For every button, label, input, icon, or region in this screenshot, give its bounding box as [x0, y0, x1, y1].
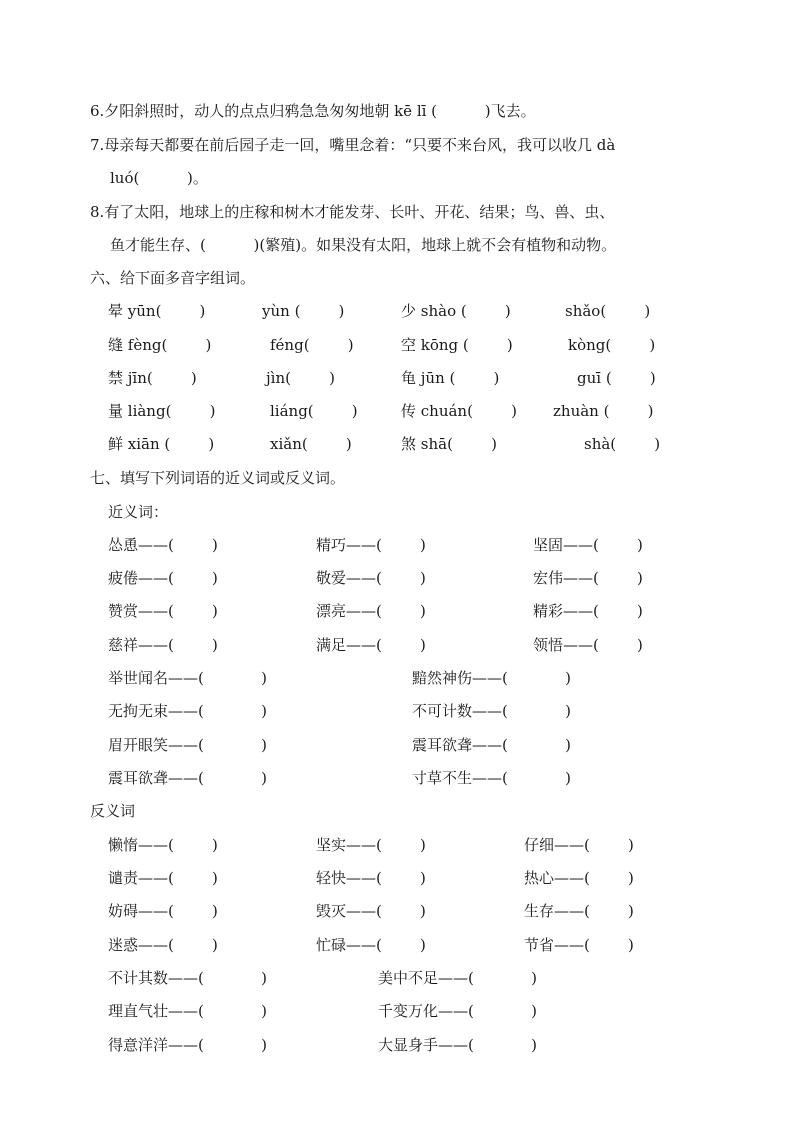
polyphone-entry: 缝 fèng( ) — [108, 336, 212, 354]
synonyms-label: 近义词： — [108, 503, 169, 521]
question-8-line-2: 鱼才能生存、( )(繁殖)。如果没有太阳，地球上就不会有植物和动物。 — [110, 236, 617, 254]
synonym-entry: 慈祥——( ) — [108, 636, 218, 654]
polyphone-entry: zhuàn ( ) — [553, 402, 654, 420]
synonym-entry: 精彩——( ) — [533, 602, 643, 620]
polyphone-entry: xiǎn( ) — [270, 435, 352, 453]
polyphone-entry: jìn( ) — [266, 369, 335, 387]
synonym-entry: 满足——( ) — [316, 636, 426, 654]
antonym-entry: 热心——( ) — [524, 869, 634, 887]
antonyms-label: 反义词 — [90, 802, 136, 820]
polyphone-entry: liáng( ) — [270, 402, 358, 420]
synonym-entry: 疲倦——( ) — [108, 569, 218, 587]
polyphone-entry: 禁 jīn( ) — [108, 369, 197, 387]
antonym-entry: 轻快——( ) — [316, 869, 426, 887]
antonym-idiom-entry: 美中不足——( ) — [378, 969, 537, 987]
question-7-line-2: luó( )。 — [110, 169, 208, 187]
antonym-idiom-entry: 理直气壮——( ) — [108, 1002, 267, 1020]
antonym-entry: 忙碌——( ) — [316, 936, 426, 954]
antonym-entry: 懒惰——( ) — [108, 836, 218, 854]
polyphone-entry: féng( ) — [270, 336, 354, 354]
polyphone-entry: 传 chuán( ) — [401, 402, 517, 420]
synonym-idiom-entry: 震耳欲聋——( ) — [108, 769, 267, 787]
polyphone-entry: kòng( ) — [568, 336, 656, 354]
synonym-idiom-entry: 不可计数——( ) — [412, 702, 571, 720]
polyphone-entry: shǎo( ) — [565, 302, 651, 320]
antonym-idiom-entry: 大显身手——( ) — [378, 1036, 537, 1054]
antonym-entry: 妨碍——( ) — [108, 902, 218, 920]
question-6: 6.夕阳斜照时，动人的点点归鸦急急匆匆地朝 kē lī ( )飞去。 — [90, 102, 536, 120]
antonym-idiom-entry: 千变万化——( ) — [378, 1002, 537, 1020]
synonym-idiom-entry: 眉开眼笑——( ) — [108, 736, 267, 754]
synonym-entry: 赞赏——( ) — [108, 602, 218, 620]
synonym-entry: 漂亮——( ) — [316, 602, 426, 620]
antonym-entry: 谴责——( ) — [108, 869, 218, 887]
antonym-idiom-entry: 不计其数——( ) — [108, 969, 267, 987]
polyphone-entry: shà( ) — [584, 435, 661, 453]
synonym-idiom-entry: 寸草不生——( ) — [412, 769, 571, 787]
synonym-idiom-entry: 举世闻名——( ) — [108, 669, 267, 687]
polyphone-entry: 少 shào ( ) — [401, 302, 511, 320]
polyphone-entry: guī ( ) — [577, 369, 656, 387]
question-7-line-1: 7.母亲每天都要在前后园子走一回，嘴里念着：“只要不来台风，我可以收几 dà — [90, 136, 616, 154]
polyphone-entry: 量 liàng( ) — [108, 402, 216, 420]
antonym-entry: 仔细——( ) — [524, 836, 634, 854]
question-8-line-1: 8.有了太阳，地球上的庄稼和树木才能发芽、长叶、开花、结果；鸟、兽、虫、 — [90, 203, 615, 221]
section-6-title: 六、给下面多音字组词。 — [90, 269, 256, 287]
polyphone-entry: 空 kōng ( ) — [401, 336, 513, 354]
antonym-entry: 迷惑——( ) — [108, 936, 218, 954]
section-7-title: 七、填写下列词语的近义词或反义词。 — [90, 469, 346, 487]
synonym-idiom-entry: 黯然神伤——( ) — [412, 669, 571, 687]
antonym-entry: 坚实——( ) — [316, 836, 426, 854]
synonym-idiom-entry: 震耳欲聋——( ) — [412, 736, 571, 754]
synonym-entry: 领悟——( ) — [533, 636, 643, 654]
synonym-idiom-entry: 无拘无束——( ) — [108, 702, 267, 720]
polyphone-entry: yùn ( ) — [262, 302, 345, 320]
synonym-entry: 坚固——( ) — [533, 536, 643, 554]
polyphone-entry: 龟 jūn ( ) — [401, 369, 500, 387]
polyphone-entry: 晕 yūn( ) — [108, 302, 206, 320]
synonym-entry: 怂恿——( ) — [108, 536, 218, 554]
synonym-entry: 宏伟——( ) — [533, 569, 643, 587]
polyphone-entry: 鲜 xiān ( ) — [108, 435, 215, 453]
antonym-entry: 毁灭——( ) — [316, 902, 426, 920]
antonym-entry: 生存——( ) — [524, 902, 634, 920]
antonym-entry: 节省——( ) — [524, 936, 634, 954]
synonym-entry: 敬爱——( ) — [316, 569, 426, 587]
antonym-idiom-entry: 得意洋洋——( ) — [108, 1036, 267, 1054]
synonym-entry: 精巧——( ) — [316, 536, 426, 554]
polyphone-entry: 煞 shā( ) — [401, 435, 497, 453]
